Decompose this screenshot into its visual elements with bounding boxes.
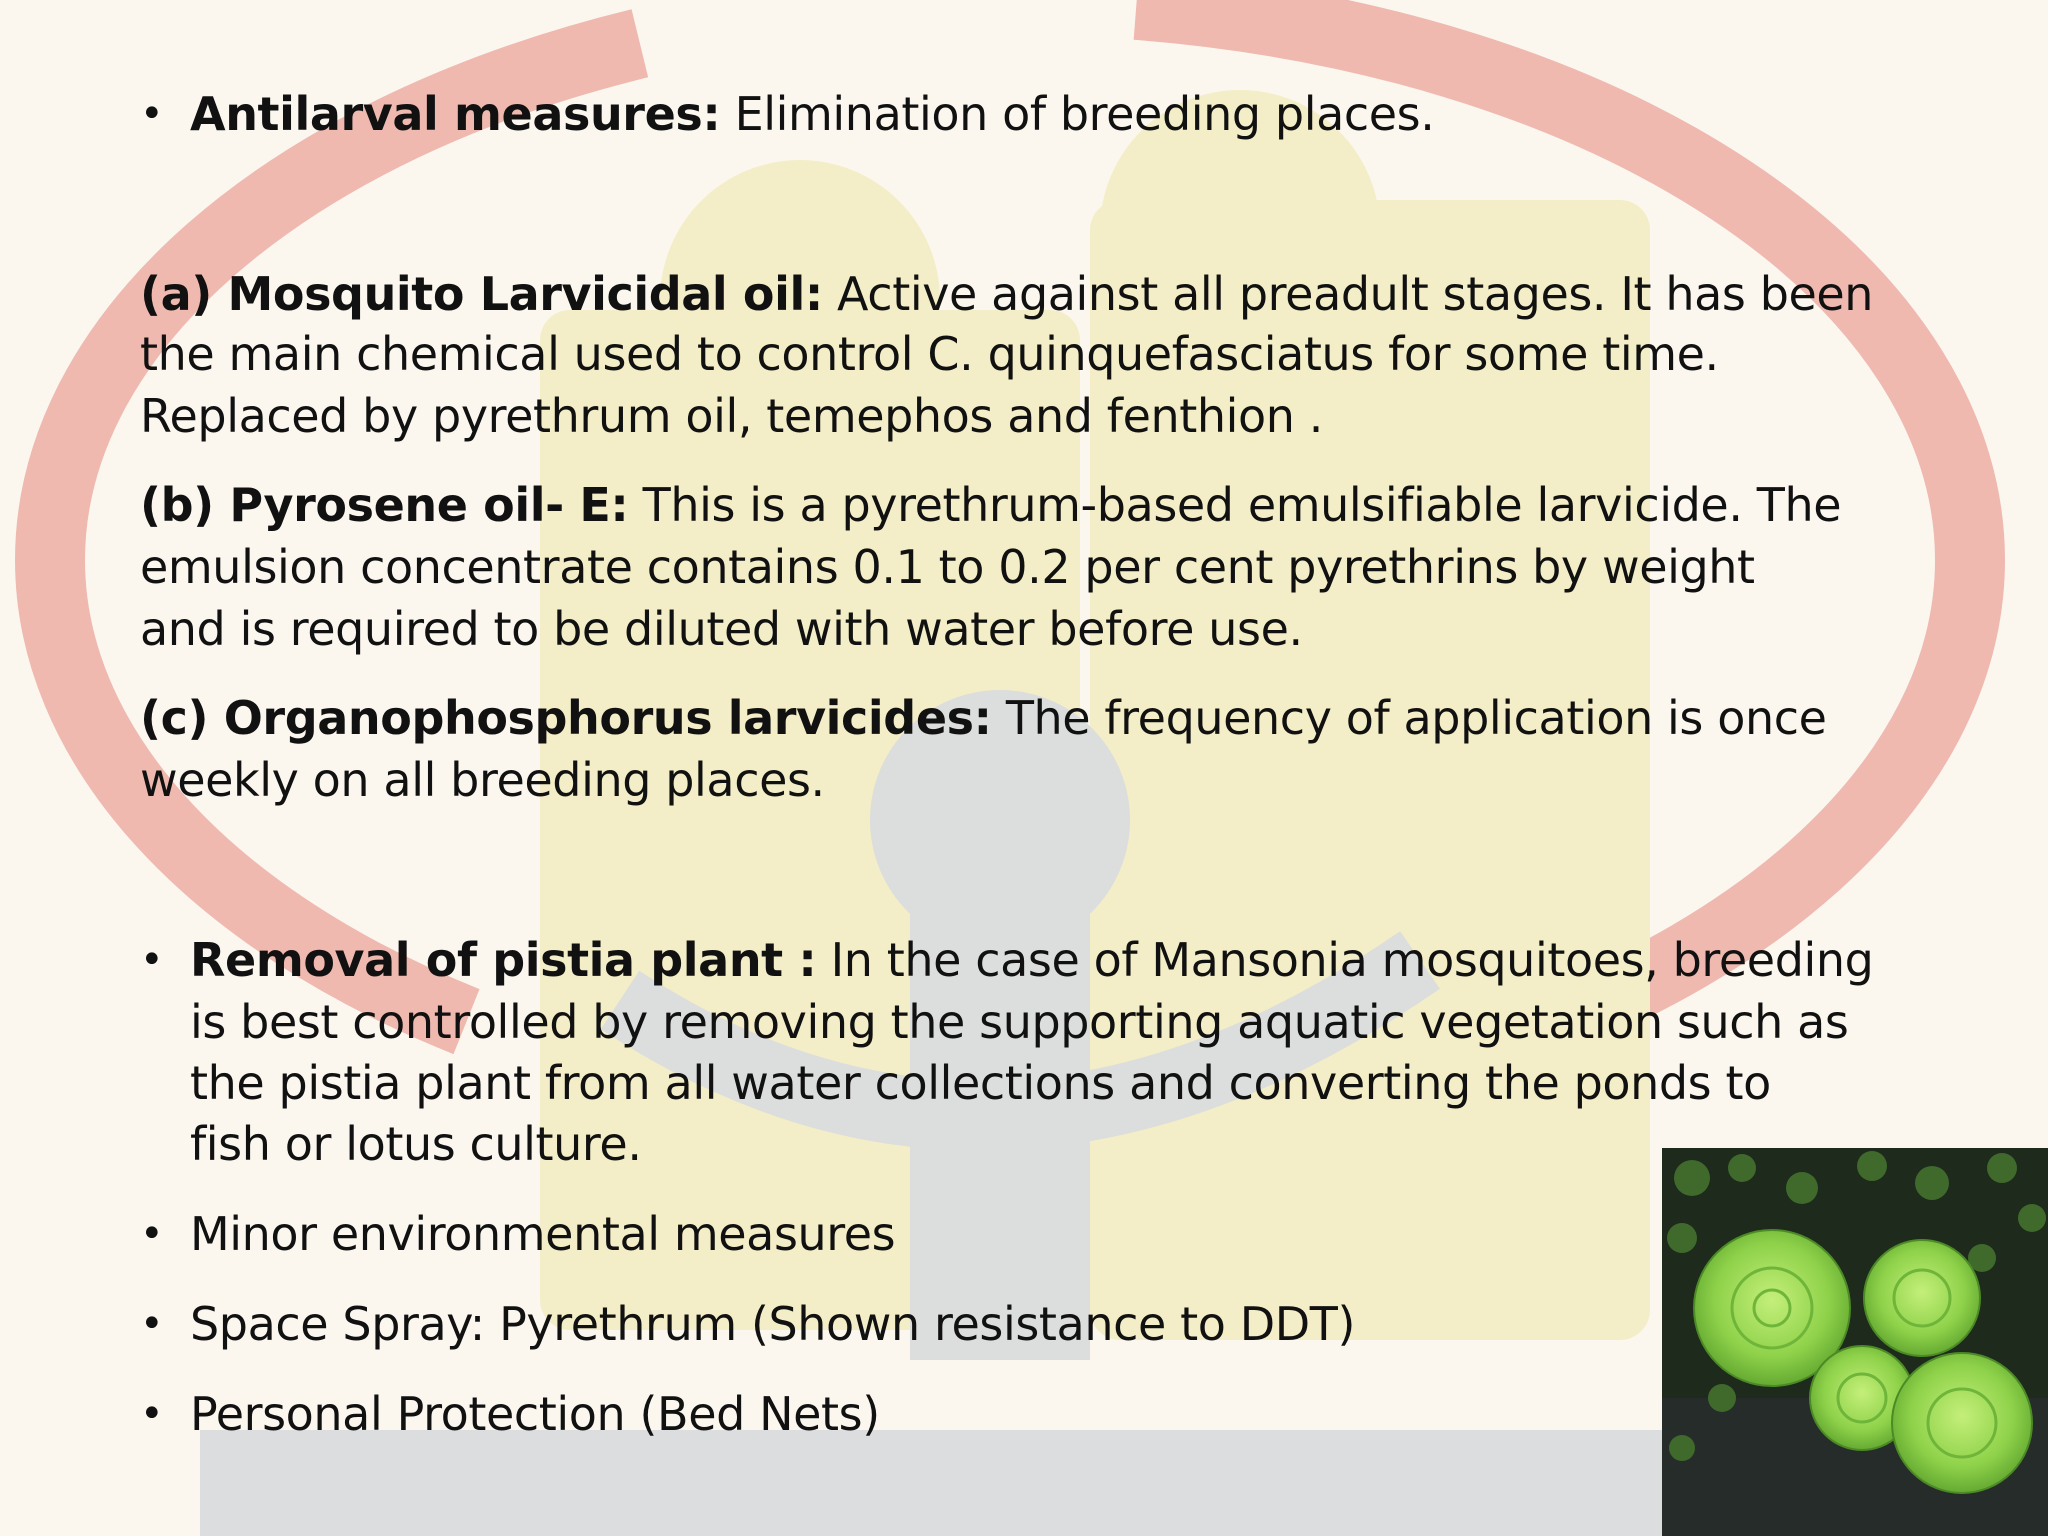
pistia-line-4: fish or lotus culture. [190,1117,642,1171]
pistia-text-1: In the case of Mansonia mosquitoes, breeding [816,933,1874,987]
bullet-marker: • [140,91,164,137]
space-spray-bullet: Space Spray: Pyrethrum (Shown resistance to DDT) [190,1297,1355,1351]
pistia-line-3: the pistia plant from all water collections and converting the ponds to [190,1056,1771,1110]
item-b-label: (b) Pyrosene oil- E: [140,478,629,532]
minor-measures-bullet: Minor environmental measures [190,1207,896,1261]
bullet-marker: • [140,1391,164,1437]
antilarval-label: Antilarval measures: [190,87,721,141]
item-c-label: (c) Organophosphorus larvicides: [140,691,992,745]
item-a-line-3: Replaced by pyrethrum oil, temephos and fenthion . [140,389,1323,443]
item-a-text-1: Active against all preadult stages. It has been [822,267,1874,321]
bullet-marker: • [140,1301,164,1347]
item-b-line-2: emulsion concentrate contains 0.1 to 0.2 per cent pyrethrins by weight [140,540,1755,594]
item-a-line-1 [140,263,1873,325]
pistia-plant-image [1662,1148,2048,1536]
item-c-line-2: weekly on all breeding places. [140,753,825,807]
item-a-line-2: the main chemical used to control C. quinquefasciatus for some time. [140,327,1719,381]
personal-protection-bullet: Personal Protection (Bed Nets) [190,1387,880,1441]
pistia-line-1 [190,929,1873,991]
antilarval-text: Elimination of breeding places. [720,87,1435,141]
pistia-line-2: is best controlled by removing the supporting aquatic vegetation such as [190,995,1849,1049]
item-b-line-3: and is required to be diluted with water before use. [140,602,1303,656]
item-b-line-1 [140,474,1841,536]
item-c-text-1: The frequency of application is once [991,691,1827,745]
item-b-text-1: This is a pyrethrum-based emulsifiable larvicide. The [628,478,1842,532]
antilarval-bullet [190,83,1434,145]
item-c-line-1 [140,687,1827,749]
bullet-marker: • [140,1211,164,1257]
item-a-label: (a) Mosquito Larvicidal oil: [140,267,823,321]
bullet-marker: • [140,937,164,983]
pistia-label: Removal of pistia plant : [190,933,817,987]
